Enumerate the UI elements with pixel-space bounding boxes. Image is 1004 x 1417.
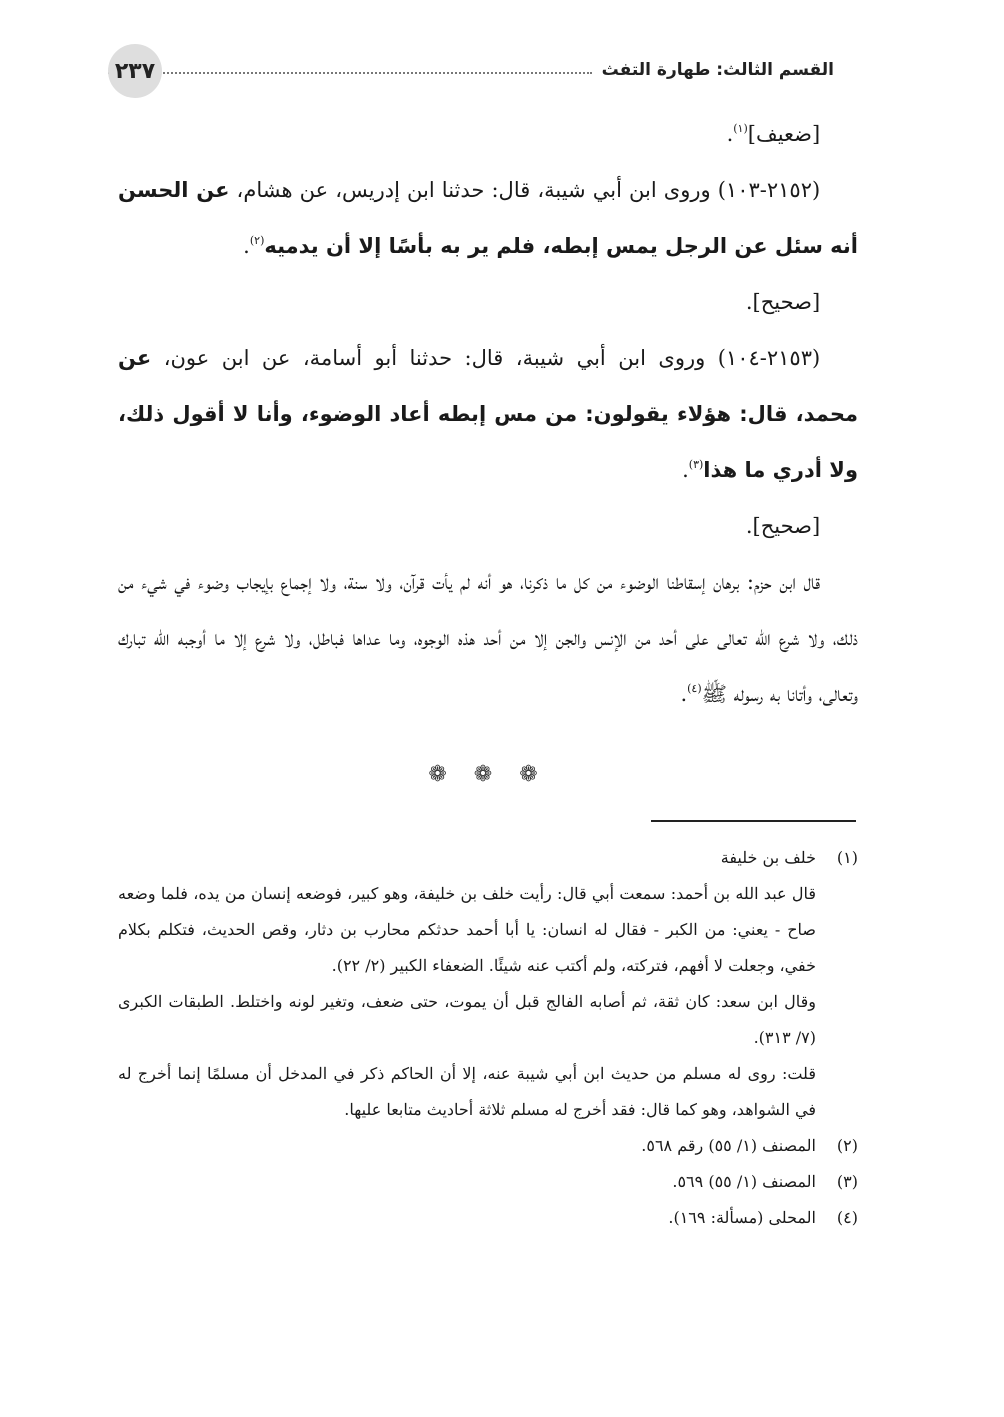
footnote-4-number: (٤) <box>836 1208 858 1227</box>
footnote-ref-1[interactable]: (١) <box>733 122 748 135</box>
footnotes <box>118 840 858 1236</box>
footnote-1-number: (١) <box>836 848 858 867</box>
page-number: ٢٣٧ <box>108 44 162 98</box>
footnote-1: (١) خلف بن خليفة <box>118 840 858 876</box>
ibn-hazm-paragraph: قال ابن حزم: برهان إسقاطنا الوضوء من كل ما ذكرنا، هو أنه لم يأت قرآن، ولا سنة، ولا إجماع بإيجاب وضوء في شيء من ذلك، ولا شرع الله تعالى على أحد من الإنس والجن إلا من أحد هذه الوجوه، وما عداها فباطل، ولا شرع إلا ما أوجبه الله تبارك وتعالى، وأتانا به رسوله ﷺ$^{(٤)}$. <box>118 570 858 706</box>
footnote-1-paragraph-1: قال عبد الله بن أحمد: سمعت أبي قال: رأيت خلف بن خليفة، وهو كبير، فوضعه إنسان من يده، فلما وضعه صاح - يعني: من الكبر - فقال له انسان: يا أبا أحمد حدثكم محارب بن دثار، وقص الحديث، فتكلم بكلام خفي، وجعلت لا أفهم، فتركته، ولم أكتب عنه شيئًا. الضعفاء الكبير (٢/ ٢٢). <box>118 884 816 975</box>
footnote-ref-2[interactable]: (٢) <box>249 234 265 247</box>
footnote-3: (٣) المصنف (١/ ٥٥) ٥٦٩. <box>118 1164 858 1200</box>
grade-line-1: [ضعيف]$^{(١)}$. <box>726 122 821 146</box>
matn-2153: عن محمد، قال: هؤلاء يقولون: من مس إبطه أعاد الوضوء، وأنا لا أقول ذلك، ولا أدري ما هذا <box>118 346 858 482</box>
footnote-4: (٤) المحلى (مسألة: ١٦٩). <box>118 1200 858 1236</box>
hadith-2153: (٢١٥٣-١٠٤) وروى ابن أبي شيبة، قال: حدثنا أبو أسامة، عن ابن عون، عن محمد، قال: هؤلاء يقولون: من مس إبطه أعاد الوضوء، وأنا لا أقول ذلك، ولا أدري ما هذا$^{(٣)}$. <box>118 346 858 482</box>
isnad-2152: (٢١٥٢-١٠٣) وروى ابن أبي شيبة، قال: حدثنا ابن إدريس، عن هشام، <box>229 178 821 202</box>
main-text <box>118 106 858 722</box>
section-divider-stars: ❁ ❁ ❁ <box>428 762 548 787</box>
grade-line-3: [صحيح]. <box>745 514 821 538</box>
chapter-title: القسم الثالث: طهارة التفث <box>601 60 834 80</box>
footnote-1-paragraph-2: وقال ابن سعد: كان ثقة، ثم أصابه الفالج قبل أن يموت، حتى ضعف، وتغير لونه واختلط. الطبقات الكبرى (٧/ ٣١٣). <box>118 992 816 1047</box>
header-dotted-leader <box>108 72 592 74</box>
hadith-2152: (٢١٥٢-١٠٣) وروى ابن أبي شيبة، قال: حدثنا ابن إدريس، عن هشام، عن الحسن أنه سئل عن الرجل يمس إبطه، فلم ير به بأسًا إلا أن يدميه$^{(٢)}$. <box>118 178 858 258</box>
grade-line-2: [صحيح]. <box>745 290 821 314</box>
footnote-separator <box>651 820 856 822</box>
matn-2152: عن الحسن أنه سئل عن الرجل يمس إبطه، فلم ير به بأسًا إلا أن يدميه <box>118 178 858 258</box>
footnote-2-number: (٢) <box>836 1136 858 1155</box>
footnote-ref-3[interactable]: (٣) <box>688 458 704 471</box>
footnote-2: (٢) المصنف (١/ ٥٥) رقم ٥٦٨. <box>118 1128 858 1164</box>
footnote-ref-4[interactable]: (٤) <box>687 682 702 695</box>
running-header <box>108 42 844 98</box>
footnote-3-number: (٣) <box>836 1172 858 1191</box>
isnad-2153: (٢١٥٣-١٠٤) وروى ابن أبي شيبة، قال: حدثنا أبو أسامة، عن ابن عون، <box>151 346 821 370</box>
footnote-1-paragraph-3: قلت: روى له مسلم من حديث ابن أبي شيبة عنه، إلا أن الحاكم ذكر في المدخل أن مسلمًا إنما أخرج له في الشواهد، وهو كما قال: فقد أخرج له مسلم ثلاثة أحاديث متابعا عليها. <box>118 1064 816 1119</box>
